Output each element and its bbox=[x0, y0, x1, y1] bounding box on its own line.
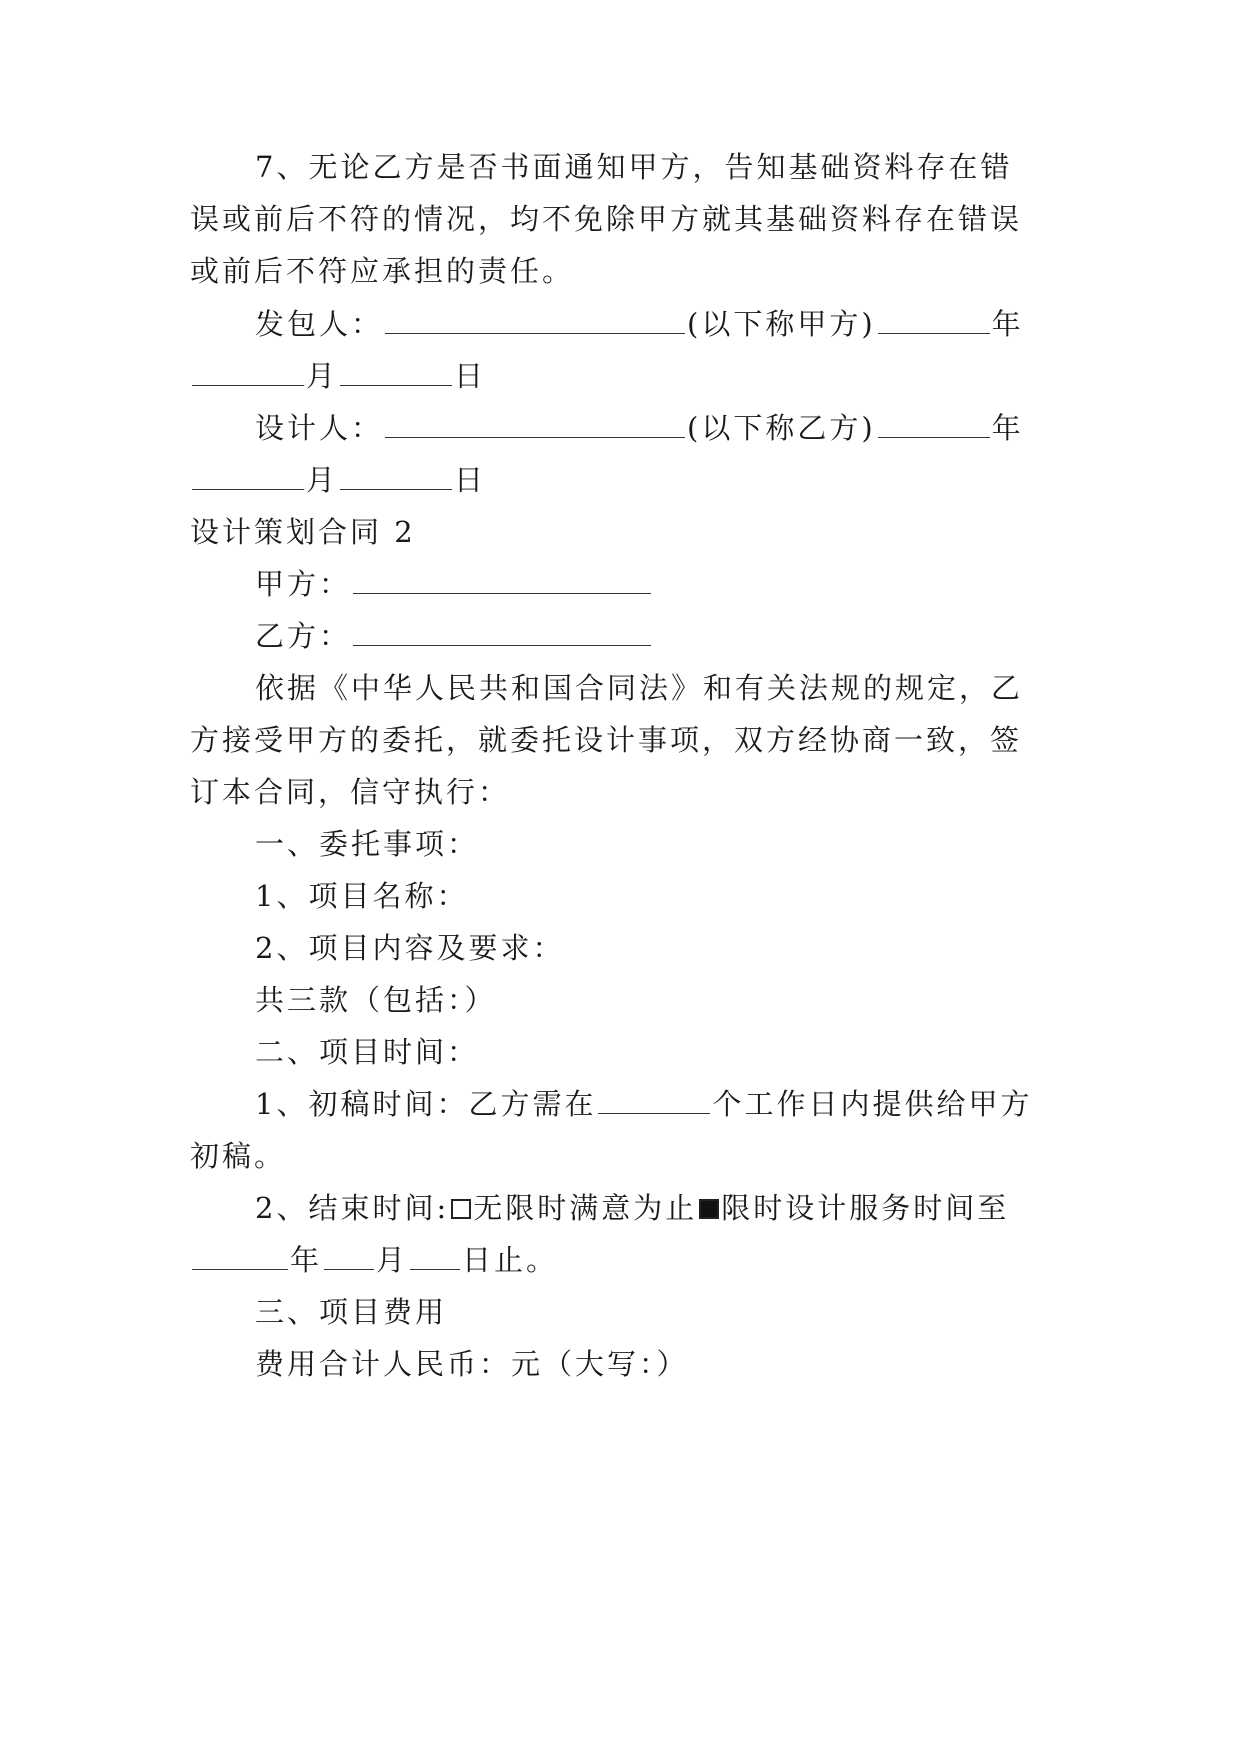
party-a-label: 甲方： bbox=[255, 567, 352, 601]
draft-time-pre: 1、初稿时间：乙方需在 bbox=[255, 1087, 597, 1121]
designer-line bbox=[255, 408, 1135, 448]
limited-option-label: 限时设计服务时间至 bbox=[721, 1191, 1010, 1225]
preamble-line-1: 依据《中华人民共和国合同法》和有关法规的规定，乙 bbox=[255, 671, 1024, 705]
designer-name-blank[interactable] bbox=[385, 413, 685, 438]
employer-line bbox=[255, 304, 1135, 344]
clause-7-line-3: 或前后不符应承担的责任。 bbox=[190, 254, 575, 288]
party-a-line bbox=[255, 564, 1135, 604]
project-name-line: 1、项目名称： bbox=[255, 879, 469, 913]
employer-year-blank[interactable] bbox=[878, 309, 990, 334]
end-day-label: 日止。 bbox=[462, 1243, 559, 1277]
employer-day-label: 日 bbox=[454, 359, 487, 393]
section-2-heading: 二、项目时间： bbox=[255, 1035, 480, 1069]
clause-7-line-1: 7、无论乙方是否书面通知甲方，告知基础资料存在错 bbox=[255, 150, 1013, 184]
designer-year-blank[interactable] bbox=[878, 413, 990, 438]
limited-checkbox-checked[interactable] bbox=[699, 1199, 719, 1219]
end-date-line bbox=[190, 1240, 1070, 1280]
employer-month-blank[interactable] bbox=[192, 361, 304, 386]
party-a-blank[interactable] bbox=[353, 569, 651, 594]
end-month-label: 月 bbox=[376, 1243, 409, 1277]
end-year-blank[interactable] bbox=[192, 1245, 288, 1270]
unlimited-option-label: 无限时满意为止 bbox=[473, 1191, 698, 1225]
end-month-blank[interactable] bbox=[324, 1245, 374, 1270]
employer-day-blank[interactable] bbox=[340, 361, 452, 386]
designer-month-label: 月 bbox=[306, 463, 339, 497]
designer-label: 设计人： bbox=[255, 411, 384, 445]
end-year-label: 年 bbox=[290, 1243, 323, 1277]
contract-2-title: 设计策划合同 2 bbox=[190, 515, 416, 549]
employer-note: (以下称甲方) bbox=[687, 307, 876, 341]
employer-date-line bbox=[190, 356, 1070, 396]
party-b-blank[interactable] bbox=[353, 621, 651, 646]
end-time-line bbox=[255, 1188, 1135, 1228]
employer-label: 发包人： bbox=[255, 307, 384, 341]
section-1-heading: 一、委托事项： bbox=[255, 827, 480, 861]
designer-note: (以下称乙方) bbox=[687, 411, 876, 445]
draft-days-blank[interactable] bbox=[598, 1089, 710, 1114]
draft-time-line-2: 初稿。 bbox=[190, 1139, 287, 1173]
unlimited-checkbox[interactable] bbox=[451, 1199, 471, 1219]
party-b-line bbox=[255, 616, 1135, 656]
party-b-label: 乙方： bbox=[255, 619, 352, 653]
designer-month-blank[interactable] bbox=[192, 465, 304, 490]
designer-day-blank[interactable] bbox=[340, 465, 452, 490]
clause-7-line-2: 误或前后不符的情况，均不免除甲方就其基础资料存在错误 bbox=[190, 202, 1023, 236]
end-time-label: 2、结束时间: bbox=[255, 1191, 450, 1225]
designer-day-label: 日 bbox=[454, 463, 487, 497]
draft-time-line bbox=[255, 1084, 1135, 1124]
total-fee-line: 费用合计人民币：元（大写：） bbox=[255, 1347, 689, 1381]
project-items-line: 共三款（包括：） bbox=[255, 983, 497, 1017]
end-day-blank[interactable] bbox=[410, 1245, 460, 1270]
project-content-line: 2、项目内容及要求： bbox=[255, 931, 565, 965]
preamble-line-2: 方接受甲方的委托，就委托设计事项，双方经协商一致，签 bbox=[190, 723, 1023, 757]
employer-year-label: 年 bbox=[991, 307, 1024, 341]
draft-time-post: 个工作日内提供给甲方 bbox=[712, 1087, 1033, 1121]
designer-date-line bbox=[190, 460, 1070, 500]
employer-name-blank[interactable] bbox=[385, 309, 685, 334]
preamble-line-3: 订本合同，信守执行： bbox=[190, 775, 511, 809]
employer-month-label: 月 bbox=[306, 359, 339, 393]
designer-year-label: 年 bbox=[991, 411, 1024, 445]
section-3-heading: 三、项目费用 bbox=[255, 1295, 448, 1329]
